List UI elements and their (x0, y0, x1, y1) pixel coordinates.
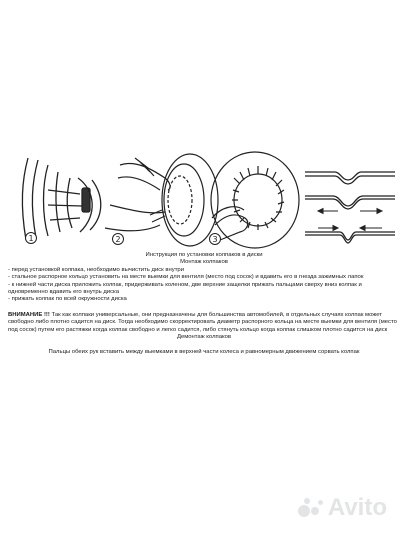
avito-watermark (298, 494, 387, 522)
step-2-number: 2 (115, 235, 121, 244)
arrow-left-2-head (360, 226, 365, 231)
step-3-number: 3 (212, 235, 218, 244)
bullet-ring: - стальное распорное кольцо установить на месте выемки для вентиля (место под сосок) и вдавить его в гнезда зажимных лапок (8, 274, 364, 281)
installation-illustrations (0, 0, 405, 255)
warning-label: ВНИМАНИЕ !!! (8, 311, 50, 318)
removal-instructions: Пальцы обеих рук вставить между выемками в верхней части колеса и равномерным движением сорвать колпак (48, 349, 360, 356)
section-heading-remove: Демонтаж колпаков (176, 334, 232, 341)
avito-logo-icon (298, 497, 326, 519)
ring-detail-compress (305, 232, 395, 243)
ring-detail-stretch (305, 196, 395, 209)
arrow-right-1-head (377, 209, 382, 214)
instruction-text (8, 252, 400, 357)
warning-paragraph (8, 312, 400, 334)
document-title: Инструкция по установки колпаков в диски (145, 252, 263, 258)
arrow-left-1-head (318, 209, 323, 214)
bullet-clean: - перед установкой колпака, необходимо вычистить диск внутри (8, 266, 184, 273)
section-heading-install: Монтаж колпаков (180, 259, 228, 266)
illustration-canvas (0, 0, 405, 255)
bullet-press: - прижать колпак по всей окружности диска (8, 296, 127, 303)
ring-arrows (318, 209, 382, 231)
step-2-hands-install (105, 154, 218, 246)
step-1-wheel-side-view (22, 158, 100, 240)
step-3-cap-press (211, 152, 299, 248)
avito-brand-text: Avito (327, 494, 387, 521)
warning-text: Так как колпаки универсальные, они предназначены для большинства автомобилей, в отдельных случаях колпак может свободно либо плотно садится на диск. Тогда необходимо скорректировать диаметр распорного кольца на месте выемки для вентиля (место под сосок) путем его растяжки когда колпак свободно и легко садится, либо стянуть кольцо когда колпак слишком плотно садится на диск (8, 311, 397, 333)
bullet-apply: - к нижней части диска приложить колпак, придерживать коленом, две верхние защелки прижать пальцами сверху вниз колпак и одновременно вдавить его внутрь диска (8, 281, 362, 296)
ring-detail-notch (305, 172, 395, 184)
step-1-number: 1 (28, 234, 34, 243)
arrow-right-2-head (333, 226, 338, 231)
